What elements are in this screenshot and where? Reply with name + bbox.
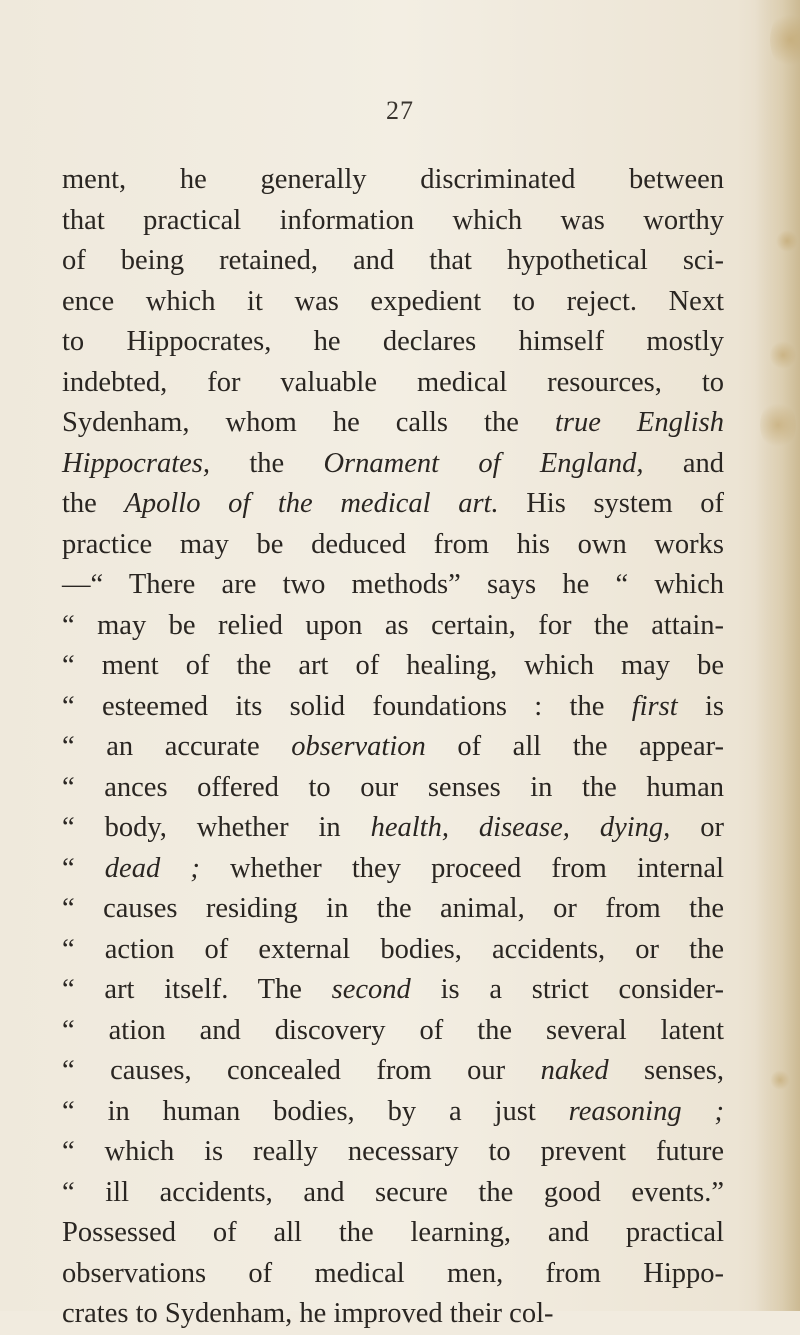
text-run: “ in human bodies, by a just: [62, 1095, 569, 1127]
text-run: is: [677, 690, 724, 722]
text-line: [62, 1213, 724, 1254]
text-run: or: [670, 812, 724, 843]
text-run: is a strict consider-: [410, 974, 724, 1005]
text-run: the: [62, 488, 125, 519]
italic-text: second: [331, 974, 411, 1005]
text-line: [62, 849, 724, 890]
italic-text: Hippocrates,: [62, 447, 211, 479]
text-run: —“ There are two methods” says he “ which: [62, 569, 724, 600]
text-line: [62, 727, 724, 768]
text-line: [62, 1254, 724, 1295]
text-run: “ which is really necessary to prevent future: [62, 1136, 724, 1167]
text-run: practice may be deduced from his own works: [62, 528, 724, 560]
text-line: [62, 525, 724, 566]
text-run: “ causes, concealed from our: [62, 1055, 541, 1086]
text-line: [62, 1092, 724, 1133]
italic-text: Apollo of the medical art.: [124, 488, 499, 519]
body-text: [62, 160, 724, 1335]
text-line: [62, 889, 724, 930]
text-run: “ action of external bodies, accidents, or the: [62, 933, 724, 965]
text-run: the: [210, 447, 324, 479]
text-run: and: [643, 447, 724, 479]
text-run: that practical information which was worthy: [62, 204, 724, 236]
text-run: Possessed of all the learning, and practical: [62, 1217, 724, 1248]
text-line: [62, 282, 724, 323]
text-run: whether they proceed from internal: [199, 852, 725, 884]
text-run: “ ill accidents, and secure the good events.”: [62, 1176, 724, 1208]
text-run: observations of medical men, from Hippo-: [62, 1257, 724, 1289]
italic-text: true English: [554, 407, 724, 438]
foxing-stain: [776, 230, 798, 252]
text-line: [62, 160, 724, 201]
italic-text: naked: [540, 1055, 609, 1086]
text-run: “: [62, 852, 105, 884]
text-line: [62, 201, 724, 242]
text-run: “ body, whether in: [62, 812, 371, 843]
text-run: indebted, for valuable medical resources, to: [62, 366, 724, 398]
text-line: [62, 484, 724, 525]
text-run: senses,: [608, 1055, 724, 1086]
text-run: “ art itself. The: [62, 974, 332, 1005]
text-run: “ may be relied upon as certain, for the attain-: [62, 609, 724, 641]
text-run: Sydenham, whom he calls the: [62, 407, 555, 438]
text-line: [62, 444, 724, 485]
foxing-stain: [770, 1070, 790, 1090]
text-line: [62, 363, 724, 404]
italic-text: observation: [291, 731, 426, 762]
text-run: “ ances offered to our senses in the human: [62, 771, 724, 803]
text-run: “ causes residing in the animal, or from the: [62, 893, 724, 924]
italic-text: reasoning ;: [568, 1095, 725, 1127]
text-line: [62, 403, 724, 444]
text-line: [62, 1011, 724, 1052]
text-line: [62, 687, 724, 728]
text-line: [62, 1173, 724, 1214]
text-line: [62, 930, 724, 971]
text-run: ence which it was expedient to reject. Next: [62, 285, 724, 317]
text-line: [62, 768, 724, 809]
text-line: [62, 565, 724, 606]
text-line: [62, 808, 724, 849]
italic-text: health, disease, dying,: [370, 812, 671, 843]
page-edge-stain: [755, 0, 800, 1311]
text-run: to Hippocrates, he declares himself mostly: [62, 326, 724, 357]
text-run: “ esteemed its solid foundations : the: [62, 690, 632, 722]
text-run: “ ation and discovery of the several latent: [62, 1014, 724, 1046]
text-line: [62, 1294, 724, 1335]
text-run: His system of: [498, 488, 724, 519]
text-line: [62, 322, 724, 363]
text-run: of being retained, and that hypothetical sci-: [62, 245, 724, 276]
text-line: [62, 970, 724, 1011]
text-line: [62, 1051, 724, 1092]
text-line: [62, 606, 724, 647]
text-run: “ an accurate: [62, 731, 292, 762]
text-line: [62, 646, 724, 687]
text-run: ment, he generally discriminated between: [62, 164, 724, 195]
italic-text: dead ;: [104, 852, 200, 884]
text-run: of all the appear-: [425, 731, 724, 762]
page-number: 27: [386, 96, 414, 125]
text-line: [62, 241, 724, 282]
foxing-stain: [770, 340, 796, 370]
text-run: “ ment of the art of healing, which may be: [62, 650, 724, 681]
text-line: [62, 1132, 724, 1173]
foxing-stain: [760, 400, 796, 450]
italic-text: Ornament of England,: [323, 447, 644, 479]
text-run: crates to Sydenham, he improved their col-: [62, 1298, 554, 1329]
italic-text: first: [631, 690, 678, 722]
